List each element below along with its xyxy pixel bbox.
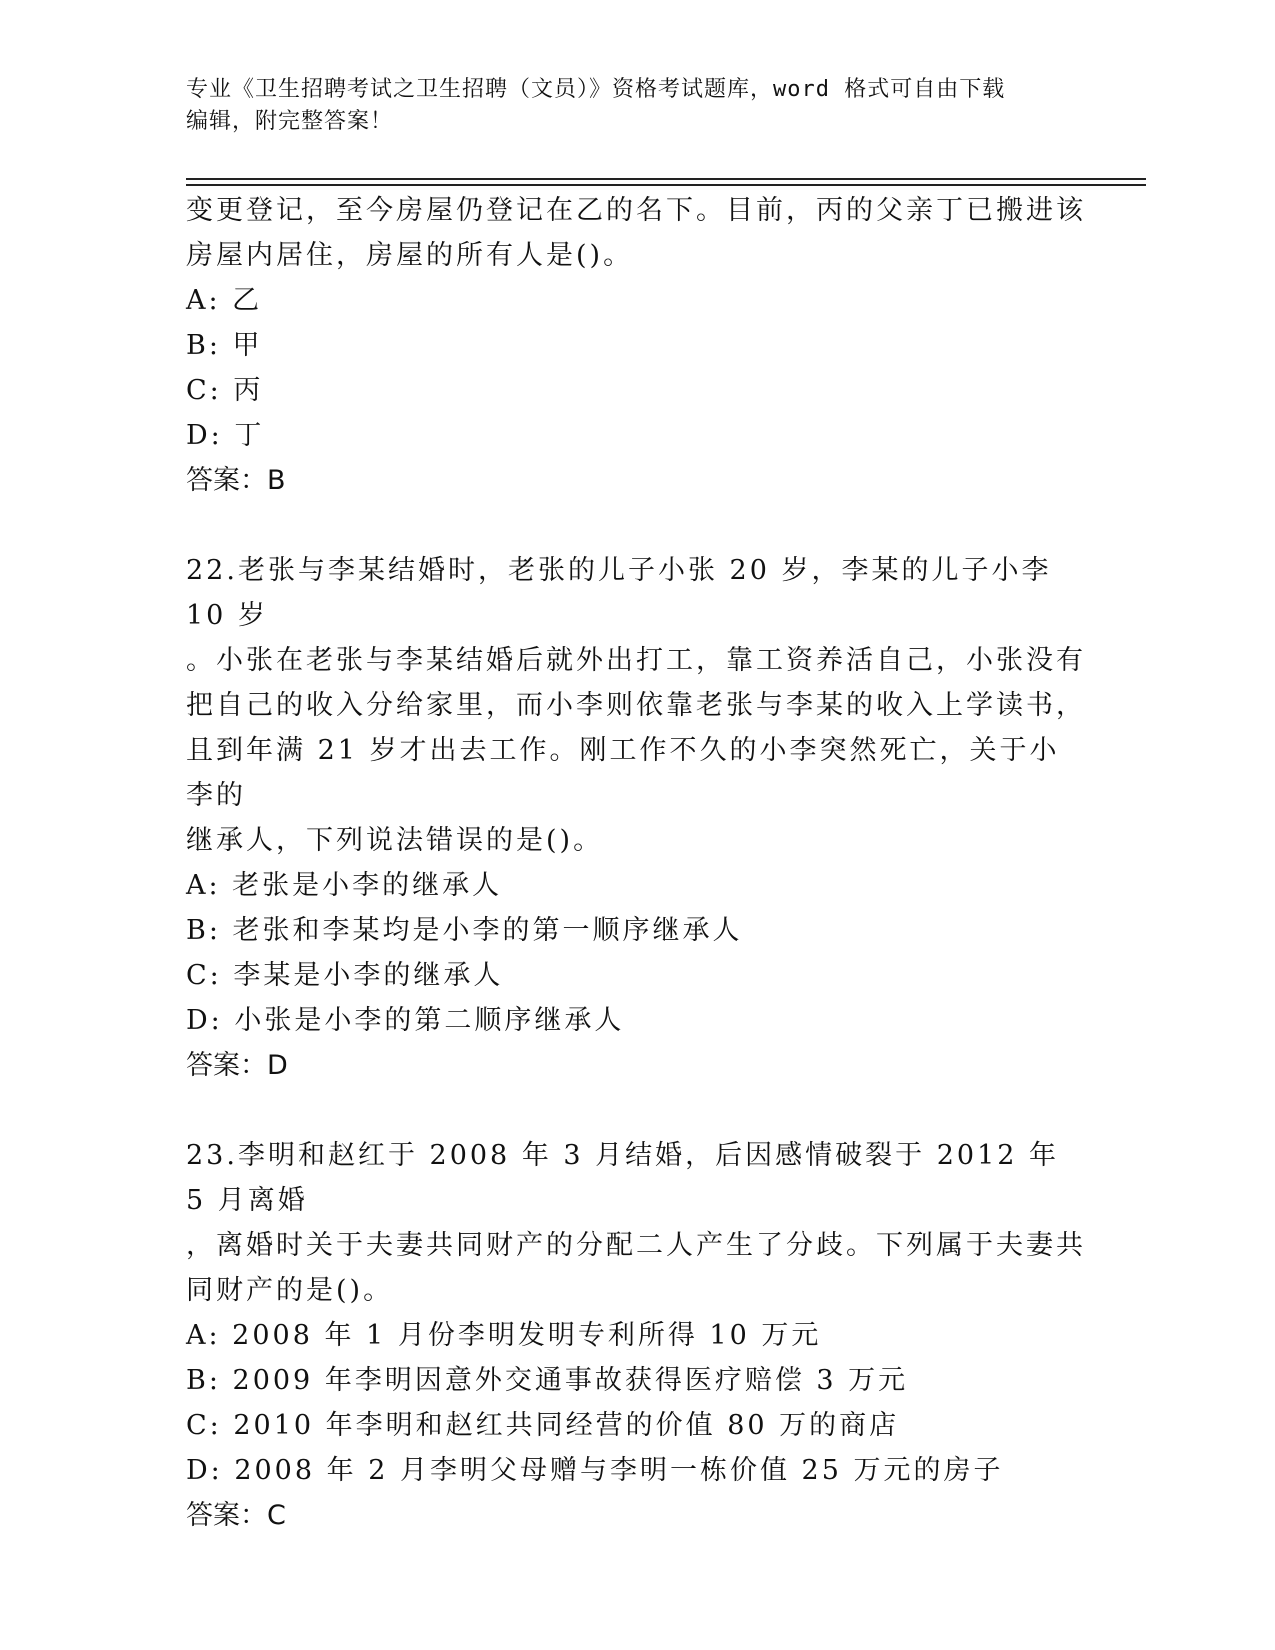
question-text-line: 把自己的收入分给家里，而小李则依靠老张与李某的收入上学读书，: [186, 690, 1086, 721]
header-line-2: 编辑，附完整答案！: [186, 109, 394, 134]
header-rule-top: [186, 178, 1146, 180]
option-b: B: 2009 年李明因意外交通事故获得医疗赔偿 3 万元: [186, 1365, 909, 1396]
option-c: C: 丙: [186, 375, 264, 406]
question-text-line: 22.老张与李某结婚时，老张的儿子小张 20 岁，李某的儿子小李 10 岁: [186, 555, 1052, 631]
option-b: B: 甲: [186, 330, 263, 361]
document-header: [186, 74, 1086, 138]
option-a: A: 2008 年 1 月份李明发明专利所得 10 万元: [186, 1320, 822, 1351]
answer-label: 答案：C: [186, 1500, 286, 1531]
option-c: C: 李某是小李的继承人: [186, 960, 504, 991]
spacer: [186, 503, 1086, 548]
option-d: D: 小张是小李的第二顺序继承人: [186, 1005, 625, 1036]
question-22: [186, 548, 1086, 1088]
question-text-line: 。小张在老张与李某结婚后就外出打工，靠工资养活自己，小张没有: [186, 645, 1086, 676]
option-d: D: 2008 年 2 月李明父母赠与李明一栋价值 25 万元的房子: [186, 1455, 1004, 1486]
option-a: A: 老张是小李的继承人: [186, 870, 503, 901]
header-rule-bottom: [186, 184, 1146, 186]
question-23: [186, 1133, 1086, 1538]
question-text-line: 继承人，下列说法错误的是()。: [186, 825, 604, 856]
question-text-line: 同财产的是()。: [186, 1275, 394, 1306]
document-body: [186, 188, 1086, 1538]
answer-label: 答案：D: [186, 1050, 288, 1081]
question-text-line: 房屋内居住，房屋的所有人是()。: [186, 240, 634, 271]
question-21: [186, 188, 1086, 503]
option-a: A: 乙: [186, 285, 263, 316]
option-c: C: 2010 年李明和赵红共同经营的价值 80 万的商店: [186, 1410, 900, 1441]
question-text-line: 23.李明和赵红于 2008 年 3 月结婚，后因感情破裂于 2012 年 5 月离婚: [186, 1140, 1060, 1216]
question-text-line: 且到年满 21 岁才出去工作。刚工作不久的小李突然死亡，关于小李的: [186, 735, 1060, 811]
option-d: D: 丁: [186, 420, 265, 451]
option-b: B: 老张和李某均是小李的第一顺序继承人: [186, 915, 743, 946]
question-text-line: 变更登记，至今房屋仍登记在乙的名下。目前，丙的父亲丁已搬进该: [186, 195, 1086, 226]
answer-label: 答案：B: [186, 465, 286, 496]
header-line-1: 专业《卫生招聘考试之卫生招聘（文员）》资格考试题库，word 格式可自由下载: [186, 77, 1006, 102]
question-text-line: ，离婚时关于夫妻共同财产的分配二人产生了分歧。下列属于夫妻共: [186, 1230, 1086, 1261]
spacer: [186, 1088, 1086, 1133]
